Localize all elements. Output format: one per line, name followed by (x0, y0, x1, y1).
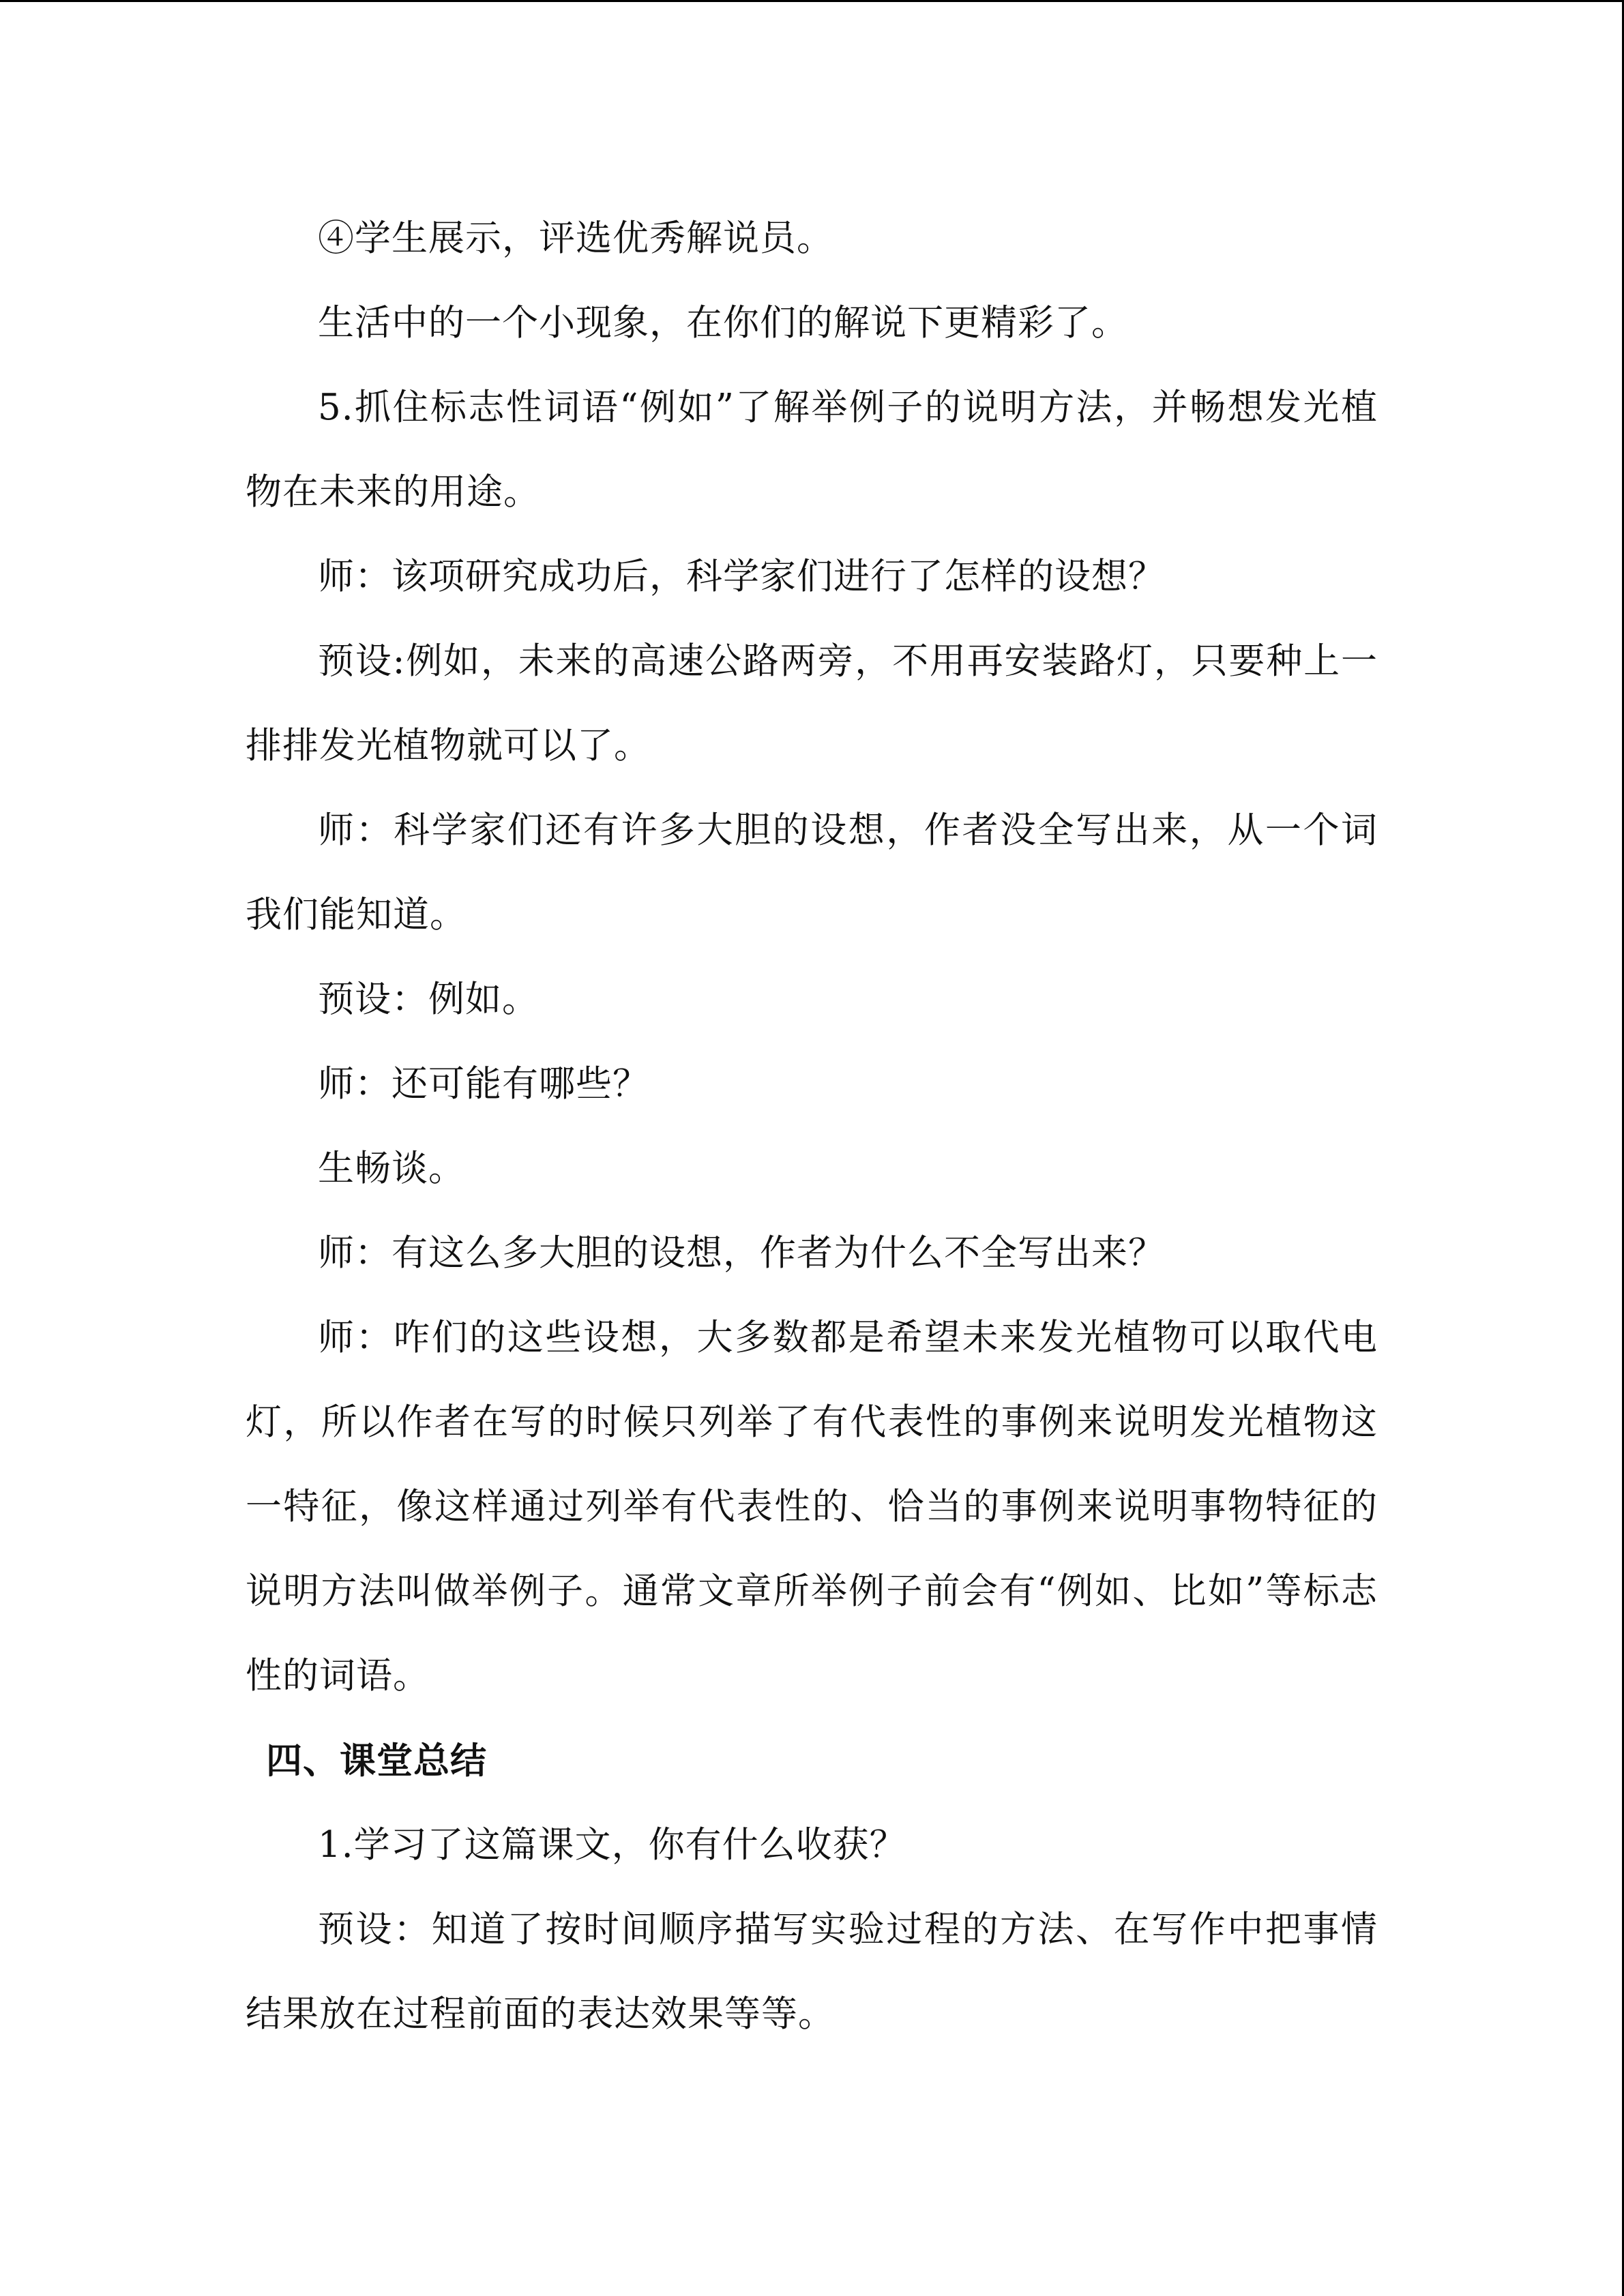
paragraph-preset-answer-2: 预设：例如。 (318, 979, 539, 1020)
paragraph-teacher-question-1: 师：该项研究成功后，科学家们进行了怎样的设想？ (318, 556, 1165, 597)
document-body (246, 196, 1378, 2057)
paragraph-teacher-question-3: 师：还可能有哪些？ (318, 1063, 649, 1105)
paragraph-teacher-explanation: 师：咋们的这些设想，大多数都是希望未来发光植物可以取代电灯，所以作者在写的时候只列举了有代表性的事例来说明发光植物这一特征，像这样通过列举有代表性的、恰当的事例来说明事物特征的说明方法叫做举例子。通常文章所举例子前会有“例如、比如”等标志性的词语。 (246, 1317, 1378, 1697)
paragraph-teacher-question-2: 师：科学家们还有许多大胆的设想，作者没全写出来，从一个词我们能知道。 (246, 809, 1378, 936)
paragraph-step-5: 5.抓住标志性词语“例如”了解举例子的说明方法，并畅想发光植物在未来的用途。 (246, 387, 1378, 513)
section-heading-summary: 四、课堂总结 (266, 1740, 487, 1782)
paragraph-preset-answer-1: 预设:例如，未来的高速公路两旁，不用再安装路灯，只要种上一排排发光植物就可以了。 (246, 640, 1378, 766)
paragraph-summary-question: 1.学习了这篇课文，你有什么收获？ (318, 1824, 906, 1866)
paragraph-teacher-question-4: 师：有这么多大胆的设想，作者为什么不全写出来？ (318, 1232, 1165, 1274)
paragraph-summary-answer: 预设：知道了按时间顺序描写实验过程的方法、在写作中把事情结果放在过程前面的表达效果等等。 (246, 1909, 1378, 2035)
paragraph-student-discussion: 生畅谈。 (318, 1148, 465, 1189)
paragraph-phenomenon-summary: 生活中的一个小现象，在你们的解说下更精彩了。 (318, 302, 1128, 344)
paragraph-student-showcase: ④学生展示，评选优秀解说员。 (318, 218, 833, 259)
page-top-border (0, 0, 1624, 2)
